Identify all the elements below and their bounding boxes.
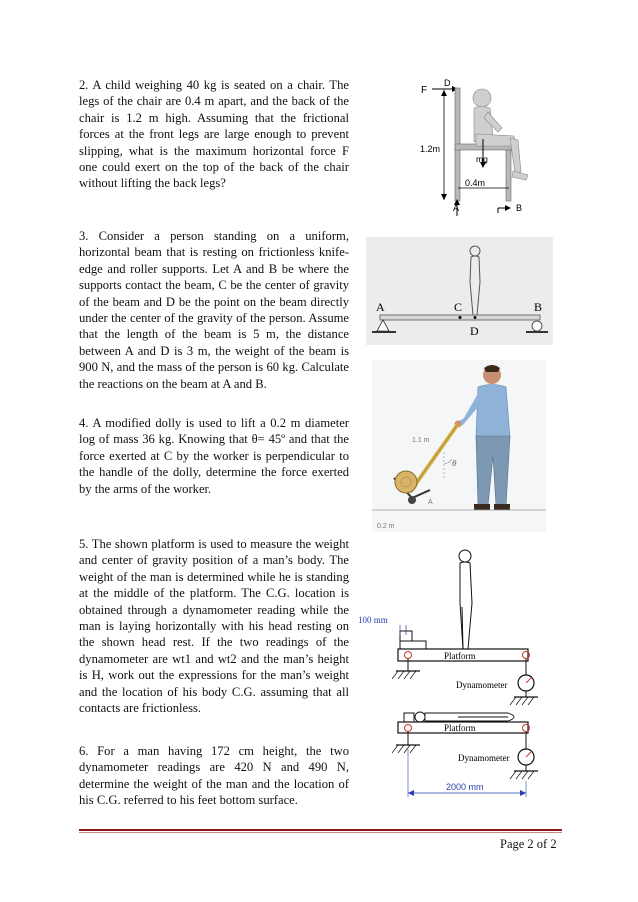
problem-2: 2. A child weighing 40 kg is seated on a chair. The legs of the chair are 0.4 m apart, and the back of the chair is 1.2 m high. Assuming that the frictional forces at the front legs are large enough to prevent slipping, what is the maximum horizontal force F one could exert on the top of the back of the chair without lifting the back legs? — [79, 78, 349, 191]
label-A: A — [428, 499, 433, 506]
label-A: A — [453, 203, 460, 213]
label-B: B — [534, 300, 543, 314]
label-D: D — [470, 324, 479, 338]
problem-3: 3. Consider a person standing on a uniform, horizontal beam that is resting on frictionless knife-edge and roller supports. Let A and B be where the supports contact the beam, C be the center of gravity of the beam and D be the point on the beam directly under the center of the gravity of the person. Assume that the length of the beam is 5 m, the distance between A and D is 3 m, the weight of the beam is 900 N, and the mass of the person is 60 kg. Calculate the reactions on the beam at A and B. — [79, 229, 349, 391]
label-D: D — [444, 78, 451, 88]
label-2000mm: 2000 mm — [446, 782, 484, 792]
label-0-2m: 0.2 m — [377, 523, 395, 530]
chair-figure — [418, 76, 548, 218]
footer-rule-thin — [79, 832, 562, 833]
label-dynamometer-2: Dynamometer — [458, 753, 510, 763]
label-platform-1: Platform — [444, 651, 476, 661]
label-C: C — [454, 300, 463, 314]
label-1-1m: 1.1 m — [412, 437, 430, 444]
label-B: B — [516, 203, 523, 213]
label-dynamometer-1: Dynamometer — [456, 680, 508, 690]
footer-rule — [79, 829, 562, 831]
label-platform-2: Platform — [444, 723, 476, 733]
label-mg: mg — [476, 154, 488, 164]
problem-5: 5. The shown platform is used to measure the weight and center of gravity position of a man’s body. The weight of the man is determined while he is standing at the middle of the platform. The C.G. location is obtained through a dynamometer reading while the man is laying horizontally with his head resting on the shown head rest. If the two readings of the dynamometer are wt1 and wt2 and the man’s height is H, work out the expressions for the man’s weight and the location of his body C.G. assuming that all contacts are frictionless. — [79, 537, 349, 716]
label-0-4m: 0.4m — [465, 178, 486, 188]
label-A: A — [376, 300, 385, 314]
label-100mm: 100 mm — [358, 615, 388, 625]
page-number: Page 2 of 2 — [500, 837, 557, 851]
label-F: F — [421, 85, 428, 96]
problem-4: 4. A modified dolly is used to lift a 0.2 m diameter log of mass 36 kg. Knowing that θ= 45º and that the force exerted at C by the worker is perpendicular to the handle of the dolly, determine the force exerted by the arms of the worker. — [79, 416, 349, 496]
platform-figure — [358, 545, 558, 800]
problem-6: 6. For a man having 172 cm height, the two dynamometer readings are 420 N and 490 N, determine the weight of the man and the location of his C.G. referred to his feet bottom surface. — [79, 744, 349, 808]
label-1-2m: 1.2m — [420, 144, 441, 154]
beam-figure — [366, 237, 553, 345]
dolly-figure — [372, 360, 546, 532]
label-theta: θ — [452, 459, 457, 468]
